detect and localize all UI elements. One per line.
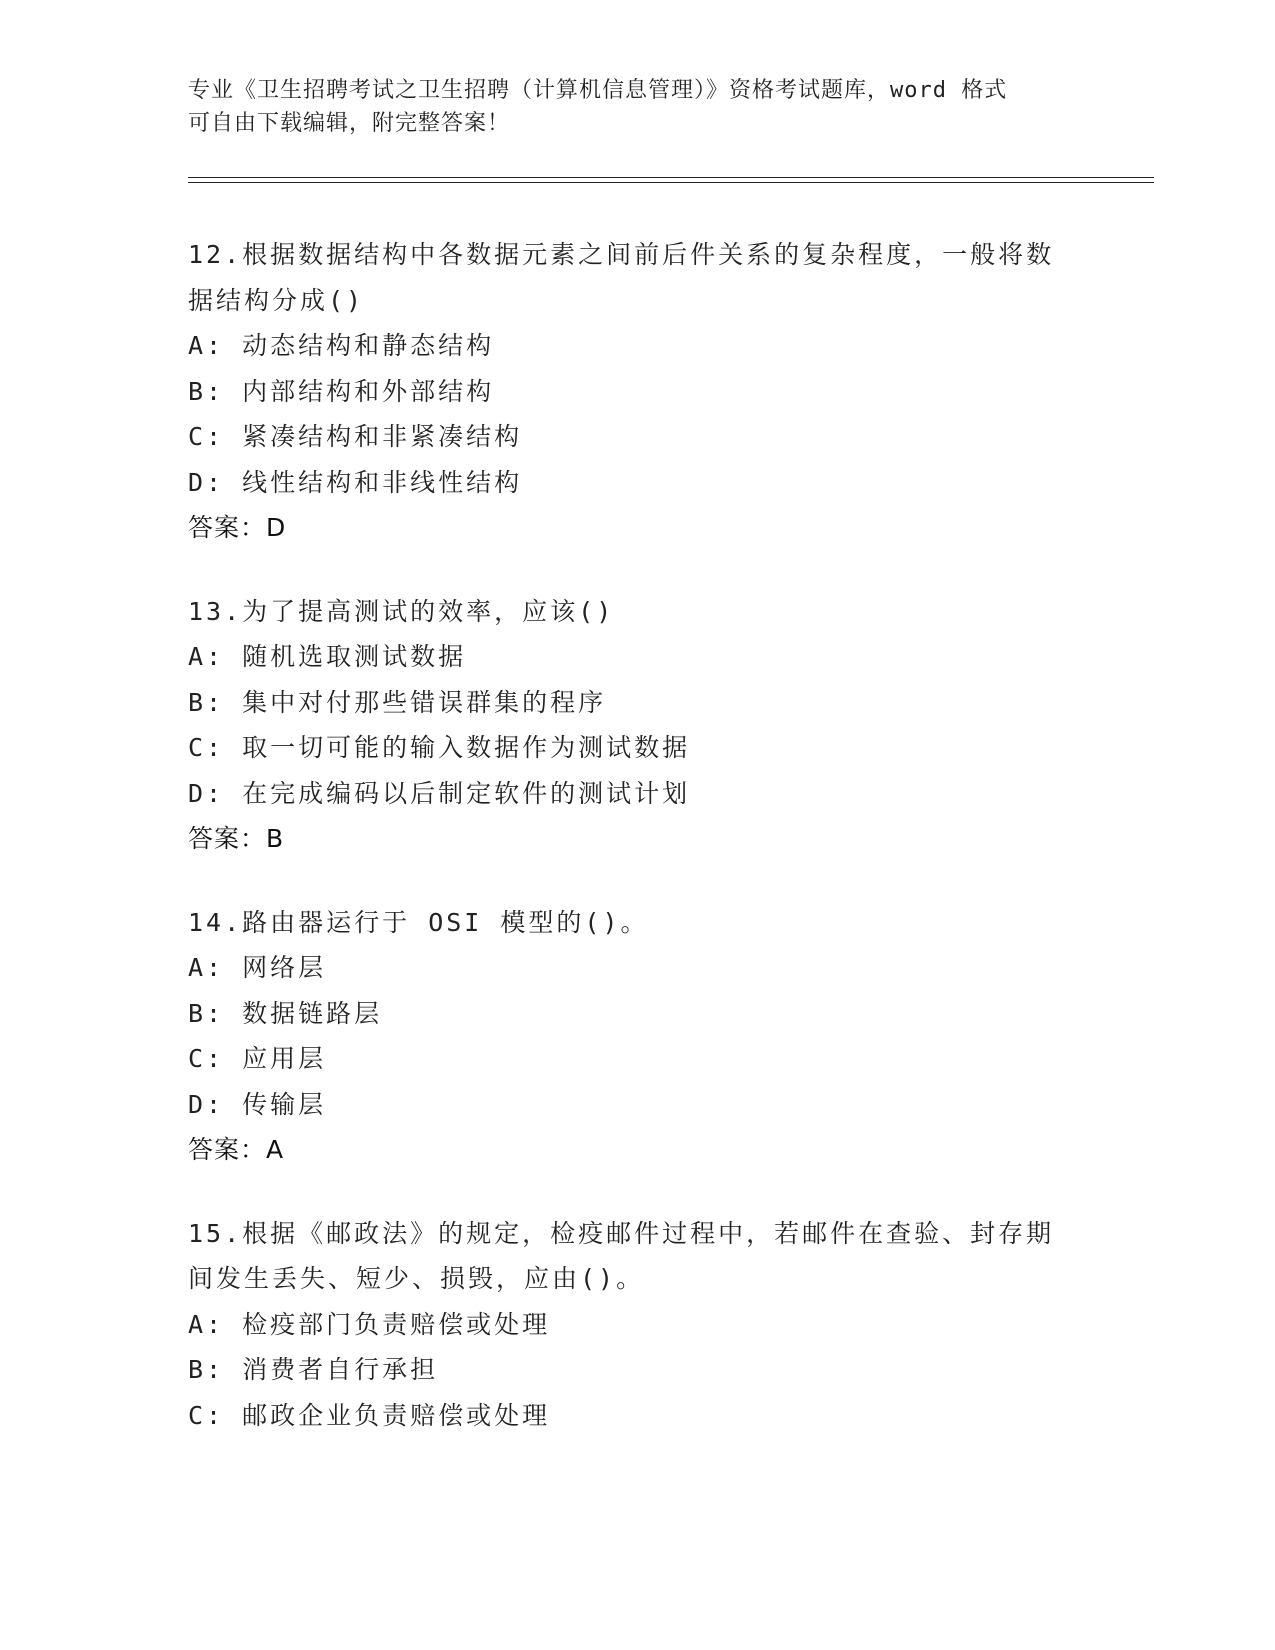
question-13 [188, 589, 1088, 862]
option-d: D: 在完成编码以后制定软件的测试计划 [188, 778, 691, 808]
stem-line: 15.根据《邮政法》的规定，检疫邮件过程中，若邮件在查验、封存期 [188, 1218, 1055, 1248]
question-stem [188, 1211, 1088, 1302]
answer-line: 答案：D [188, 513, 287, 542]
option-a: A: 动态结构和静态结构 [188, 331, 495, 360]
question-stem [188, 900, 1088, 946]
question-stem [188, 232, 1088, 323]
option-a: A: 检疫部门负责赔偿或处理 [188, 1309, 551, 1339]
option-b: B: 消费者自行承担 [188, 1355, 439, 1384]
option-d: D: 传输层 [188, 1089, 327, 1119]
option-a: A: 随机选取测试数据 [188, 642, 467, 671]
option-b: B: 内部结构和外部结构 [188, 376, 495, 406]
header-divider-bottom [188, 182, 1154, 183]
answer-line: 答案：A [188, 1135, 285, 1164]
option-d: D: 线性结构和非线性结构 [188, 467, 523, 497]
question-12 [188, 232, 1088, 551]
option-b: B: 数据链路层 [188, 998, 383, 1028]
answer-line: 答案：B [188, 824, 285, 853]
header-divider-top [188, 177, 1154, 178]
stem-line: 13.为了提高测试的效率，应该() [188, 596, 615, 626]
question-stem [188, 589, 1088, 635]
stem-line: 14.路由器运行于 OSI 模型的()。 [188, 907, 649, 937]
option-a: A: 网络层 [188, 953, 327, 982]
option-c: C: 邮政企业负责赔偿或处理 [188, 1400, 551, 1430]
option-c: C: 紧凑结构和非紧凑结构 [188, 422, 523, 451]
header-line-2: 可自由下载编辑，附完整答案！ [188, 111, 511, 136]
stem-line: 12.根据数据结构中各数据元素之间前后件关系的复杂程度，一般将数 [188, 240, 1055, 269]
question-14 [188, 900, 1088, 1173]
option-c: C: 取一切可能的输入数据作为测试数据 [188, 733, 691, 762]
option-b: B: 集中对付那些错误群集的程序 [188, 687, 607, 717]
question-list [188, 232, 1088, 1476]
header-line-1: 专业《卫生招聘考试之卫生招聘（计算机信息管理）》资格考试题库，word 格式 [188, 78, 1008, 103]
option-c: C: 应用层 [188, 1044, 327, 1073]
stem-line: 据结构分成() [188, 285, 365, 315]
stem-line: 间发生丢失、短少、损毁，应由()。 [188, 1264, 645, 1293]
question-15 [188, 1211, 1088, 1439]
document-header [188, 74, 1088, 140]
